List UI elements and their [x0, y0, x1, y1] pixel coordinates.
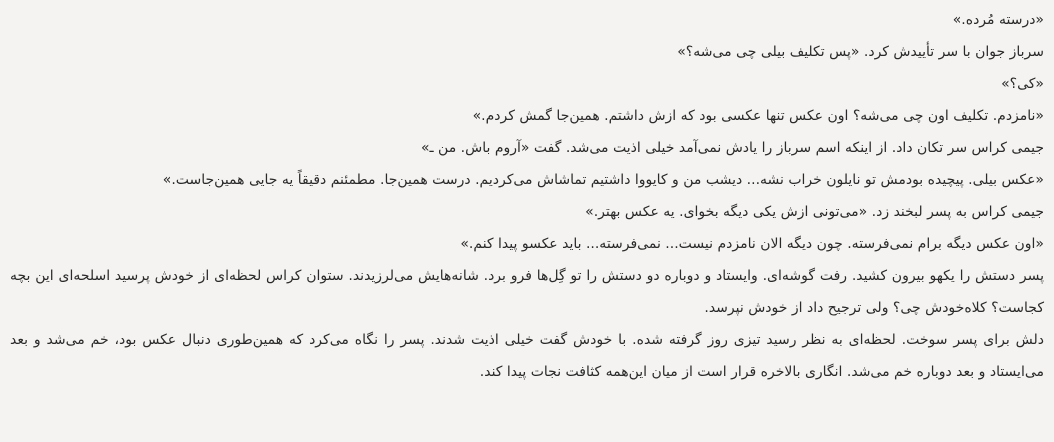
paragraph-7: جیمی کراس به پسر لبخند زد. «می‌تونی ازش یکی دیگه بخوای. یه عکس بهتر.» [585, 204, 1044, 220]
paragraph-10: دلش برای پسر سوخت. لحظه‌ای به نظر رسید تیزی روز گرفته شده. با خودش گفت خیلی اذیت شدند. پسر را نگاه می‌کرد که همین‌طوری دنبال عکس بود، خم می‌شد و بعد می‌ایستاد و بعد دوباره خم می‌شد. انگاری بالاخره قرار است از میان این‌همه کثافت نجات پیدا کند. [10, 332, 1044, 380]
paragraph-5: جیمی کراس سر تکان داد. از اینکه اسم سرباز را یادش نمی‌آمد خیلی اذیت می‌شد. گفت «آروم باش. من ـ» [420, 140, 1044, 156]
paragraph-1: «درسته مُرده.» [952, 12, 1044, 28]
paragraph-6: «عکس بیلی. پیچیده بودمش تو نایلون خراب نشه... دیشب من و کایووا داشتیم تماشاش می‌کردیم. درست همین‌جا. مطمئنم دقیقاً یه جایی همین‌جاست.» [162, 172, 1044, 188]
paragraph-9: پسر دستش را یکهو بیرون کشید. رفت گوشه‌ای. وایستاد و دوباره دو دستش را تو گِل‌ها فرو برد. شانه‌هایش می‌لرزیدند. ستوان کراس لحظه‌ای از خودش پرسید اسلحه‌ای این بچه کجاست؟ کلاه‌خودش چی؟ ولی ترجیح داد از خودش نپرسد. [10, 268, 1044, 316]
paragraph-3: «کی؟» [1001, 76, 1044, 92]
paragraph-8: «اون عکس دیگه برام نمی‌فرسته. چون دیگه الان نامزدم نیست... نمی‌فرسته... باید عکسو پیدا کنم.» [460, 236, 1044, 252]
paragraph-2: سرباز جوان با سر تأییدش کرد. «پس تکلیف بیلی چی می‌شه؟» [677, 44, 1044, 60]
paragraph-4: «نامزدم. تکلیف اون چی می‌شه؟ اون عکس تنها عکسی بود که ازش داشتم. همین‌جا گمش کردم.» [472, 108, 1044, 124]
